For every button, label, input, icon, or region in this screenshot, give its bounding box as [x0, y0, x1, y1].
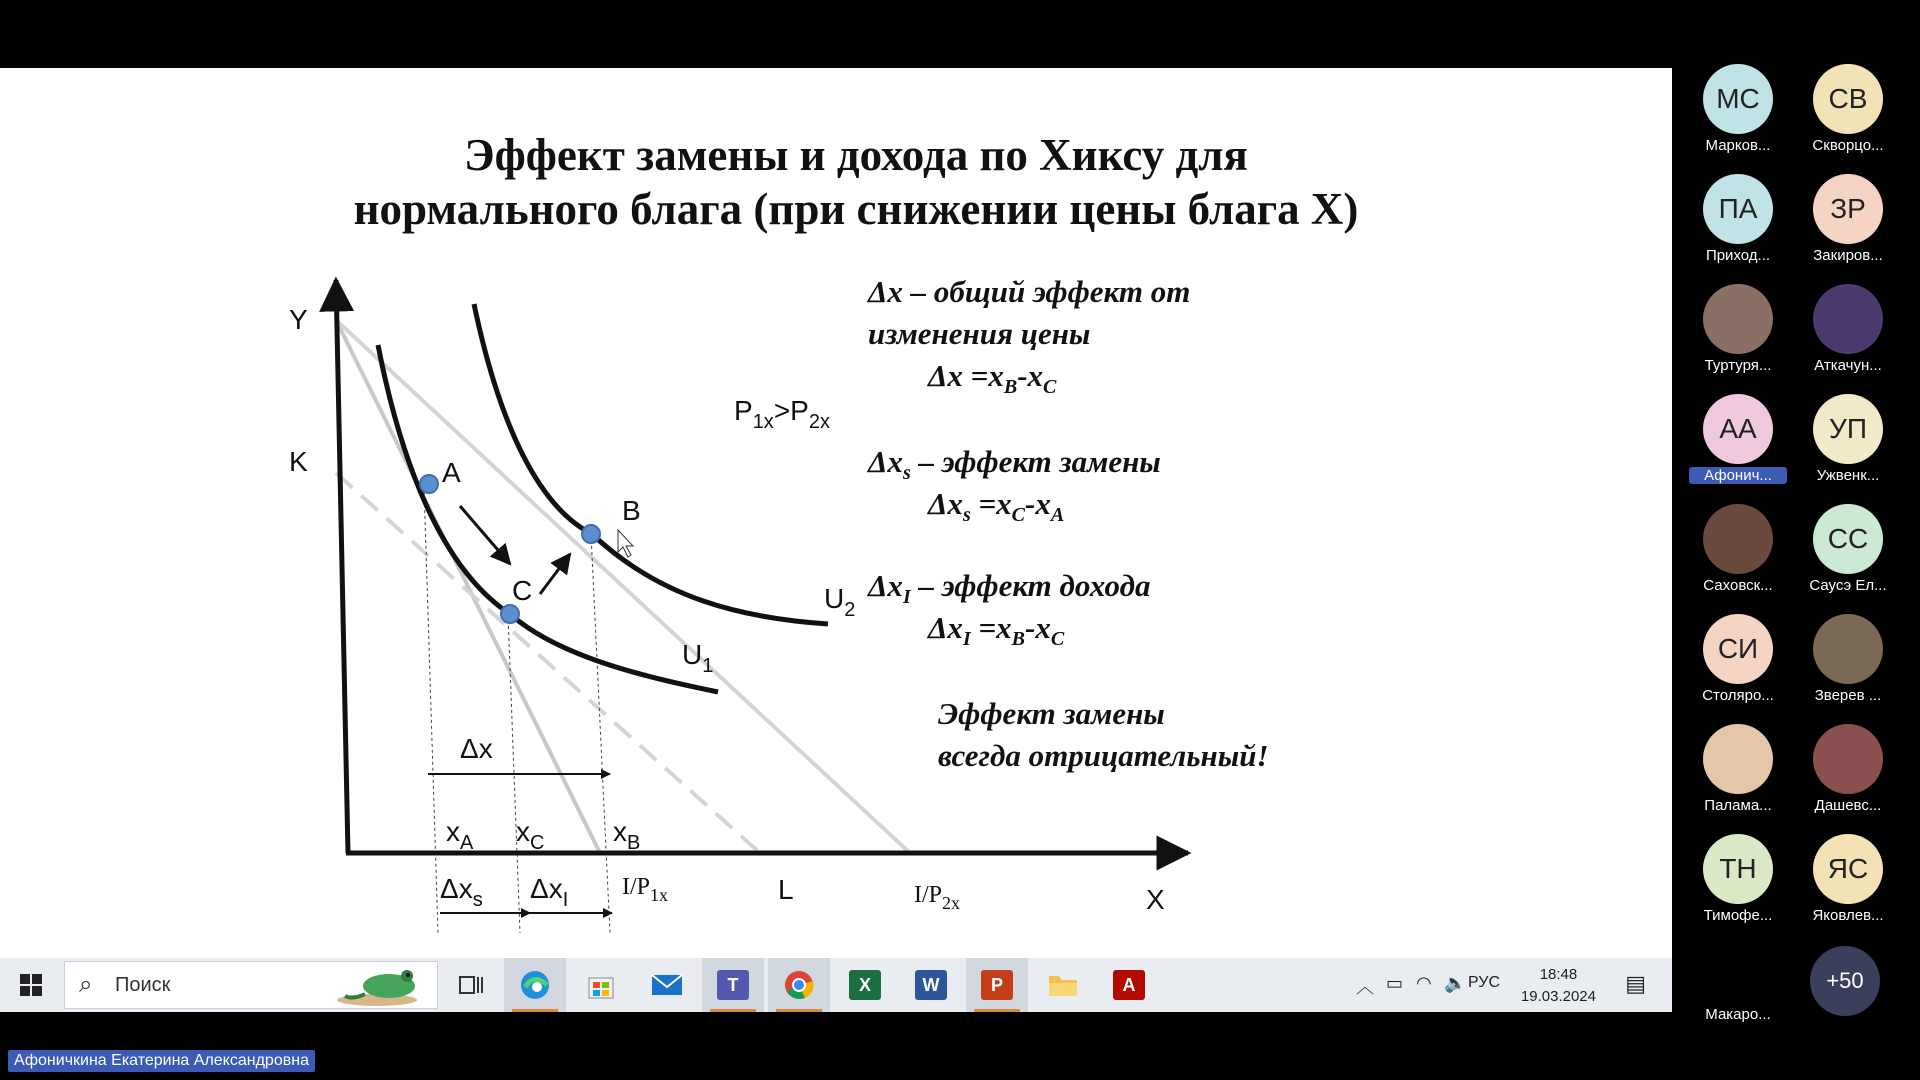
- participant-name: Афонич...: [1689, 467, 1787, 484]
- title-line-2: нормального блага (при снижении цены блага X): [353, 184, 1359, 234]
- wifi-icon[interactable]: ◠: [1416, 973, 1432, 993]
- edge-icon: [519, 969, 551, 1001]
- total-effect-formula: $\Delta x =x_B-x_C$: [928, 358, 1057, 399]
- y-axis: [336, 280, 348, 853]
- system-tray: [1342, 958, 1672, 1012]
- participant-tile[interactable]: [1683, 504, 1793, 594]
- participant-name: Яковлев...: [1812, 907, 1884, 924]
- start-button[interactable]: [0, 958, 62, 1012]
- avatar: АА: [1703, 394, 1773, 464]
- language-indicator[interactable]: РУС: [1467, 974, 1500, 991]
- taskbar-powerpoint[interactable]: [966, 958, 1028, 1012]
- search-icon: ⌕: [79, 971, 93, 998]
- active-speaker-label: Афоничкина Екатерина Александровна: [8, 1050, 315, 1072]
- xa-label: $x_A$: [446, 816, 474, 854]
- avatar: ТН: [1703, 834, 1773, 904]
- clock[interactable]: [1521, 964, 1596, 1008]
- participant-name: Ужвенк...: [1816, 467, 1880, 484]
- point-a-marker: [420, 475, 438, 493]
- point-b-marker: [582, 525, 600, 543]
- battery-icon[interactable]: ▭: [1386, 973, 1404, 993]
- store-icon: [586, 970, 616, 1000]
- participant-name: Туртуря...: [1704, 357, 1772, 374]
- xb-guide: [591, 534, 610, 933]
- avatar: ЗР: [1813, 174, 1883, 244]
- notification-icon[interactable]: ▤: [1625, 971, 1646, 996]
- price-label: $P_{1x}>P_{2x}$: [734, 395, 830, 433]
- taskbar-acrobat[interactable]: [1098, 958, 1160, 1012]
- participant-name: Марков...: [1705, 137, 1771, 154]
- avatar-photo: [1813, 614, 1883, 684]
- participant-tile-active[interactable]: [1683, 394, 1793, 484]
- participant-name: Саусэ Ел...: [1809, 577, 1887, 594]
- taskbar-store[interactable]: [570, 958, 632, 1012]
- participant-tile[interactable]: [1793, 284, 1903, 374]
- taskbar-mail[interactable]: [636, 958, 698, 1012]
- axis-x-label: X: [1146, 884, 1165, 915]
- ip2-label: $I/P_{2x}$: [914, 882, 961, 913]
- point-a-label: A: [442, 457, 461, 488]
- frog-icon: [337, 964, 433, 1006]
- total-effect-line2: изменения цены: [868, 316, 1091, 351]
- taskbar-word[interactable]: [900, 958, 962, 1012]
- excel-icon: X: [849, 970, 881, 1000]
- dx-label: Δx: [460, 733, 493, 764]
- participant-name: Скворцо...: [1812, 137, 1884, 154]
- avatar: ПА: [1703, 174, 1773, 244]
- chrome-icon: [783, 969, 815, 1001]
- avatar-photo: [1813, 724, 1883, 794]
- participant-name: Саховск...: [1703, 577, 1773, 594]
- participant-tile[interactable]: [1793, 394, 1903, 484]
- participant-tile[interactable]: [1683, 724, 1793, 814]
- avatar-photo: [1703, 284, 1773, 354]
- acrobat-icon: A: [1113, 970, 1145, 1000]
- k-label: K: [289, 446, 308, 477]
- xc-label: $x_C$: [516, 816, 545, 854]
- more-participants-button[interactable]: +50: [1810, 946, 1880, 1016]
- avatar: СИ: [1703, 614, 1773, 684]
- clock-time: 18:48: [1539, 966, 1578, 983]
- participant-tile[interactable]: [1793, 504, 1903, 594]
- participant-name: Аткачун...: [1814, 357, 1882, 374]
- arrow-c-to-b: [540, 554, 570, 594]
- avatar: СС: [1813, 504, 1883, 574]
- participant-name: Тимофе...: [1703, 907, 1773, 924]
- income-effect-line: $\Delta x_I$ – эффект дохода: [868, 568, 1151, 609]
- substitution-effect-formula: $\Delta x_s =x_C-x_A$: [928, 486, 1065, 527]
- taskbar-explorer[interactable]: [1032, 958, 1094, 1012]
- participant-tile[interactable]: [1793, 174, 1903, 264]
- axis-y-label: Y: [289, 304, 308, 335]
- ip1-label: $I/P_{1x}$: [622, 874, 669, 905]
- windows-icon: [20, 974, 42, 996]
- total-effect-line1: Δx – общий эффект от: [868, 274, 1191, 309]
- taskbar-excel[interactable]: [834, 958, 896, 1012]
- income-effect-formula: $\Delta x_I =x_B-x_C$: [928, 610, 1065, 651]
- note-line2: всегда отрицательный!: [938, 738, 1269, 773]
- xb-label: $x_B$: [613, 816, 641, 854]
- taskbar-teams[interactable]: [702, 958, 764, 1012]
- participant-tile[interactable]: [1793, 614, 1903, 704]
- participant-name: Палама...: [1704, 797, 1772, 814]
- windows-taskbar: [0, 958, 1672, 1012]
- mouse-cursor-icon: [618, 530, 633, 557]
- avatar-photo: [1813, 284, 1883, 354]
- participant-tile[interactable]: [1793, 724, 1903, 814]
- participant-name: Приход...: [1705, 247, 1771, 264]
- dxs-label: $\Delta x_s$: [440, 873, 483, 911]
- participant-name: Столяро...: [1702, 687, 1774, 704]
- volume-icon[interactable]: 🔈: [1444, 973, 1467, 993]
- search-placeholder: Поиск: [115, 974, 171, 996]
- avatar-photo: [1703, 724, 1773, 794]
- avatar-photo: [1703, 504, 1773, 574]
- u1-label: $U_1$: [682, 639, 714, 677]
- mail-icon: [651, 973, 683, 997]
- indifference-graph: [0, 68, 1672, 958]
- clock-date: 19.03.2024: [1520, 988, 1596, 1005]
- presentation-slide: [0, 68, 1672, 958]
- participant-tile[interactable]: [1683, 64, 1793, 154]
- taskbar-chrome[interactable]: [768, 958, 830, 1012]
- xa-guide: [424, 486, 438, 933]
- participant-tile[interactable]: [1683, 284, 1793, 374]
- participant-name: Закиров...: [1813, 247, 1883, 264]
- note-line1: Эффект замены: [938, 696, 1165, 731]
- point-c-label: C: [512, 575, 533, 606]
- participant-tile[interactable]: [1793, 64, 1903, 154]
- chevron-up-icon[interactable]: ︿: [1356, 977, 1374, 997]
- participant-name: Зверев ...: [1814, 687, 1882, 704]
- participant-name: Макаро...: [1705, 1006, 1771, 1023]
- participant-tile[interactable]: [1793, 834, 1903, 924]
- point-c-marker: [501, 605, 519, 623]
- taskbar-edge[interactable]: [504, 958, 566, 1012]
- participant-tile[interactable]: [1683, 614, 1793, 704]
- participant-tile[interactable]: [1683, 834, 1793, 924]
- avatar: СВ: [1813, 64, 1883, 134]
- l-label: L: [778, 874, 794, 905]
- title-line-1: Эффект замены и дохода по Хиксу для: [464, 130, 1248, 180]
- dxi-label: $\Delta x_I$: [530, 873, 569, 911]
- substitution-effect-line: $\Delta x_s$ – эффект замены: [868, 444, 1161, 485]
- task-view-button[interactable]: [440, 958, 502, 1012]
- avatar: МС: [1703, 64, 1773, 134]
- word-icon: W: [915, 970, 947, 1000]
- avatar: ЯС: [1813, 834, 1883, 904]
- task-view-icon: [458, 974, 484, 996]
- arrow-a-to-c: [460, 506, 510, 564]
- participant-name: Дашевс...: [1814, 797, 1882, 814]
- u2-label: $U_2$: [824, 583, 856, 621]
- participant-tile[interactable]: [1683, 174, 1793, 264]
- teams-icon: T: [717, 970, 749, 1000]
- powerpoint-icon: P: [981, 970, 1013, 1000]
- avatar: УП: [1813, 394, 1883, 464]
- point-b-label: B: [622, 495, 641, 526]
- taskbar-search[interactable]: [64, 961, 438, 1009]
- folder-icon: [1047, 972, 1079, 998]
